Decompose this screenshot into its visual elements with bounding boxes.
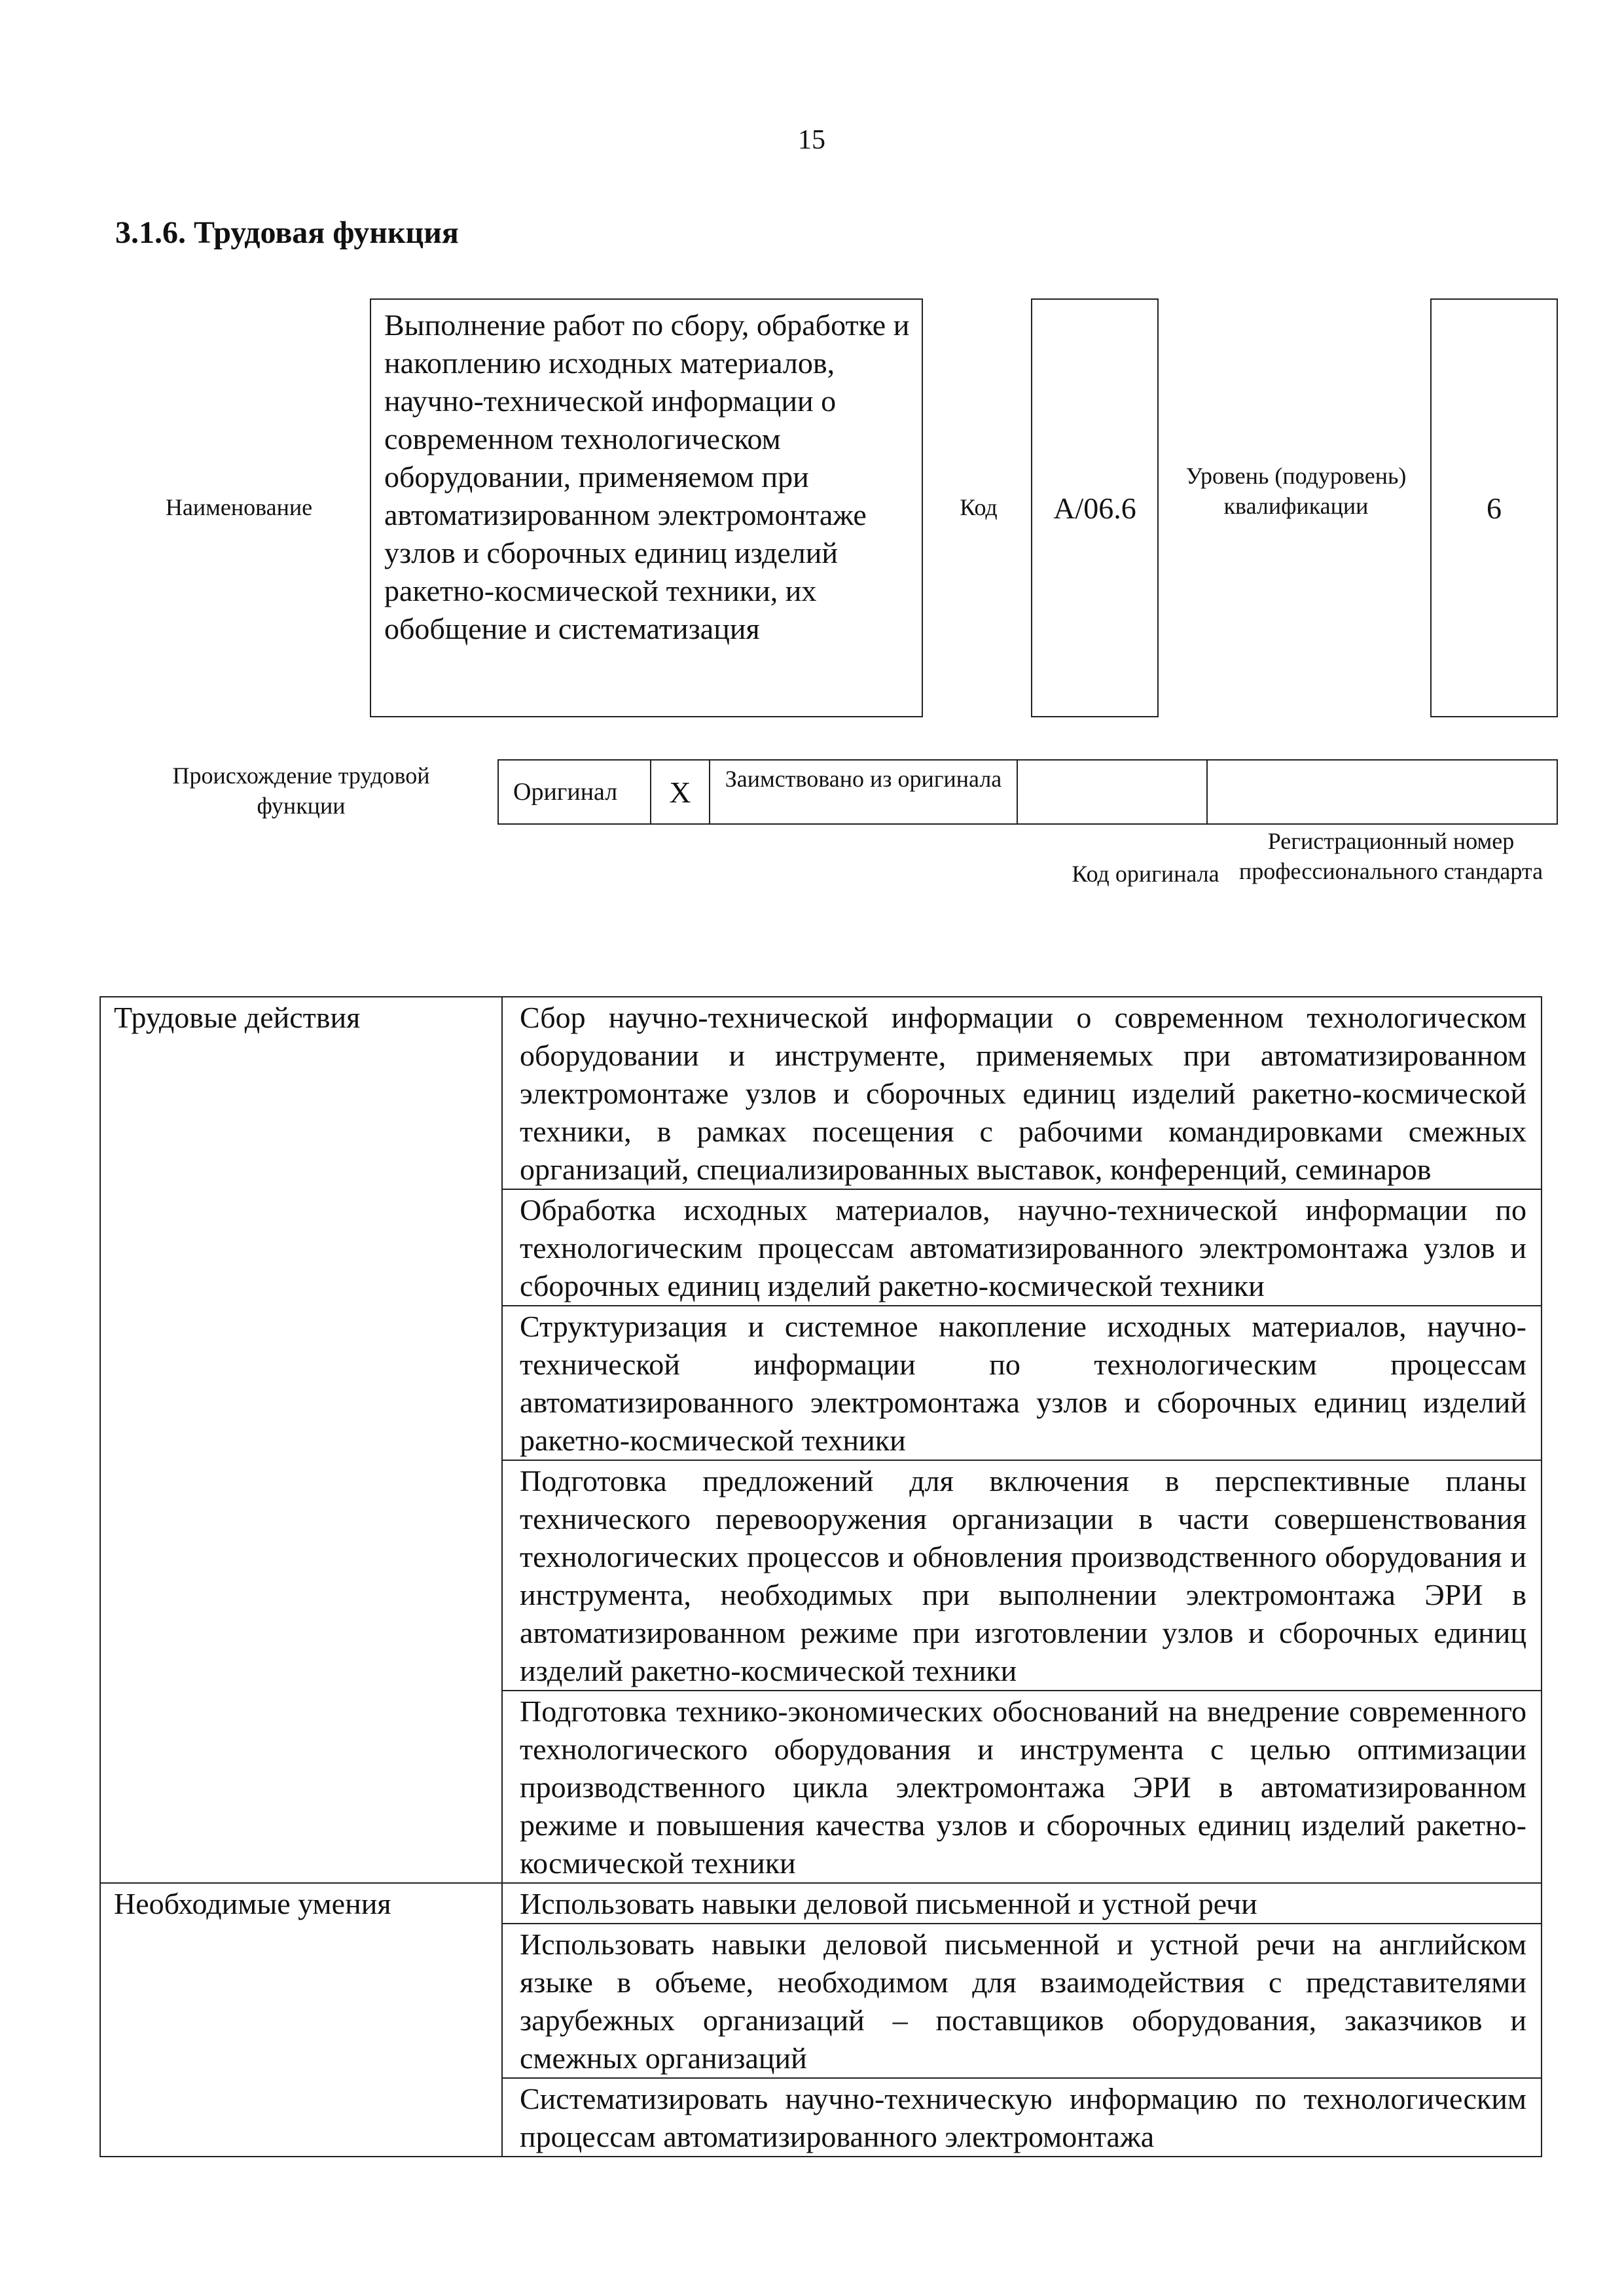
table-cell: Систематизировать научно-техническую информацию по технологическим процессам автоматизированного электромонтажа (502, 2078, 1542, 2157)
table-row (100, 1883, 1542, 1924)
table-cell: Использовать навыки деловой письменной и устной речи на английском языке в объеме, необходимом для взаимодействия с представителями зарубежных организаций – поставщиков оборудования, заказчиков и смежных организаций (502, 1924, 1542, 2078)
origin-borrowed-cell: Заимствовано из оригинала (710, 761, 1018, 823)
origin-label: Происхождение трудовой функции (172, 762, 430, 819)
labor-function-table (99, 996, 1542, 2157)
page-number: 15 (798, 125, 825, 155)
name-label: Наименование (165, 494, 313, 520)
origin-original-cell: Оригинал (499, 761, 651, 823)
table-cell: Использовать навыки деловой письменной и устной речи (502, 1883, 1542, 1924)
table-row (100, 997, 1542, 1189)
origin-original-mark: X (651, 761, 710, 823)
table-cell: Структуризация и системное накопление исходных материалов, научно-технической информации по технологическим процессам автоматизированного электромонтажа узлов и сборочных единиц изделий ракетно-космической техники (502, 1306, 1542, 1460)
code-value-box: А/06.6 (1031, 298, 1159, 717)
table-cell: Сбор научно-технической информации о современном технологическом оборудовании и инструменте, применяемых при автоматизированном электромонтаже узлов и сборочных единиц изделий ракетно-космической техники, в рамках посещения с рабочими командировками смежных организаций, специализированных выставок, конференций, семинаров (502, 997, 1542, 1189)
category-cell: Трудовые действия (100, 997, 502, 1883)
table-cell: Подготовка предложений для включения в перспективные планы технического перевооружения организации в части совершенствования технологических процессов и обновления производственного оборудования и инструмента, необходимых при выполнении электромонтажа ЭРИ в автоматизированном режиме при изготовлении узлов и сборочных единиц изделий ракетно-космической техники (502, 1460, 1542, 1691)
qualification-level-box: 6 (1430, 298, 1558, 717)
origin-code-cell (1018, 761, 1208, 823)
reg-number-label: Регистрационный номер профессионального стандарта (1238, 828, 1543, 884)
table-cell: Обработка исходных материалов, научно-технической информации по технологическим процессам автоматизированного электромонтажа узлов и сборочных единиц изделий ракетно-космической техники (502, 1189, 1542, 1306)
table-cell: Подготовка технико-экономических обоснований на внедрение современного технологического оборудования и инструмента с целью оптимизации производственного цикла электромонтажа ЭРИ в автоматизированном режиме и повышения качества узлов и сборочных единиц изделий ракетно-космической техники (502, 1691, 1542, 1883)
code-original-label: Код оригинала (1072, 861, 1219, 887)
section-title: 3.1.6. Трудовая функция (115, 215, 459, 250)
qualification-level-label: Уровень (подуровень) квалификации (1185, 463, 1407, 519)
function-name-box: Выполнение работ по сбору, обработке и накоплению исходных материалов, научно-технической информации о современном технологическом оборудовании, применяемом при автоматизированном электромонтаже узлов и сборочных единиц изделий ракетно-космической техники, их обобщение и систематизация (370, 298, 923, 717)
category-cell: Необходимые умения (100, 1883, 502, 2157)
origin-table (497, 759, 1558, 825)
code-label: Код (960, 494, 998, 520)
origin-reg-number-cell (1208, 761, 1557, 823)
